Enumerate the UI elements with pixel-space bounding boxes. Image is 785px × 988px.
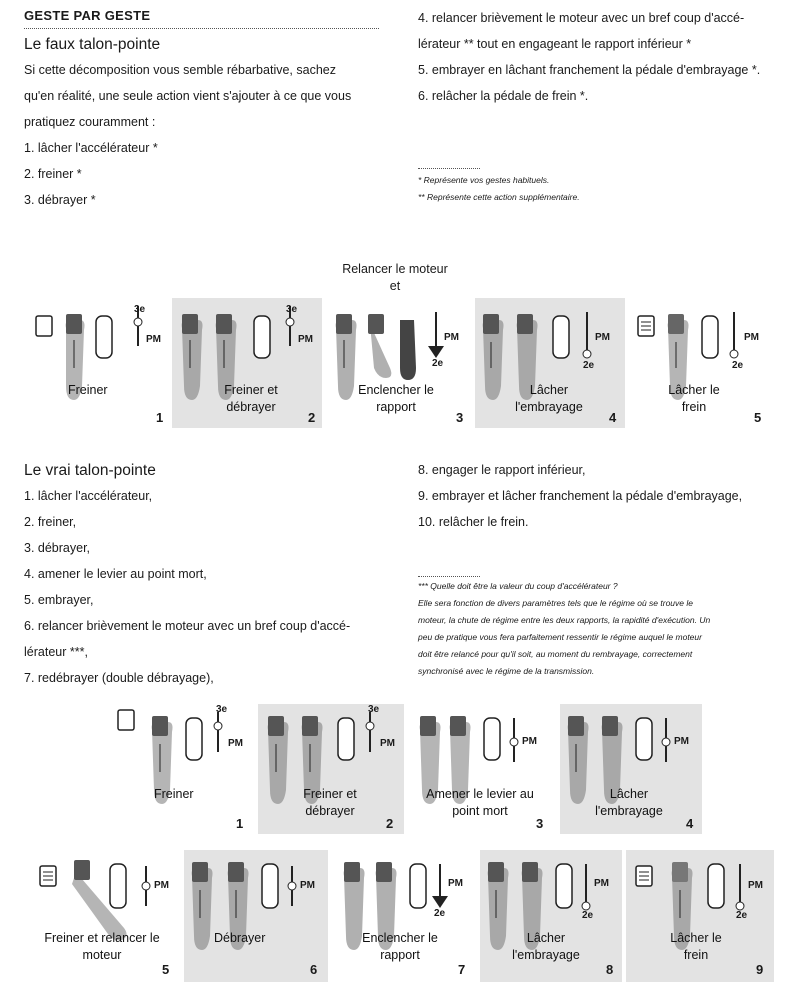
footnote: Elle sera fonction de divers paramètres tels que le régime où se trouve le	[418, 598, 693, 608]
panel-number: 1	[236, 816, 244, 831]
pm-label: PM	[146, 334, 161, 345]
pm-label: PM	[744, 332, 759, 343]
gear-label: 3e	[286, 304, 298, 315]
panel-number: 7	[458, 962, 466, 977]
step-line: 9. embrayer et lâcher franchement la pédale d'embrayage,	[418, 489, 743, 503]
panel-caption: Freiner	[154, 787, 194, 801]
gear-label: 3e	[368, 704, 380, 715]
section1-left-text	[24, 57, 389, 213]
figure1-panel-3	[324, 298, 472, 428]
pedal-diagram-icon	[184, 850, 328, 982]
section1-footnotes	[418, 172, 778, 206]
figure1-top-caption: Relancer le moteur et	[342, 262, 448, 293]
gear-label: 2e	[736, 910, 748, 921]
pm-label: PM	[674, 736, 689, 747]
pm-label: PM	[522, 736, 537, 747]
figure1-panel-2	[172, 298, 322, 428]
section2-right-text	[418, 457, 778, 535]
footnote: doit être relancé pour qu'il soit, au moment du rembrayage, correctement	[418, 649, 693, 659]
figure2-panel-8	[480, 850, 622, 982]
section2-title: Le vrai talon-pointe	[24, 462, 156, 479]
pm-label: PM	[228, 738, 243, 749]
panel-number: 2	[386, 816, 394, 831]
step-line: 4. amener le levier au point mort,	[24, 567, 207, 581]
pm-label: PM	[380, 738, 395, 749]
footnote: ** Représente cette action supplémentaire.	[418, 192, 580, 202]
intro-line: Si cette décomposition vous semble rébarbative, sachez	[24, 63, 336, 77]
gear-label: 2e	[434, 908, 446, 919]
gear-label: 3e	[134, 304, 146, 315]
section1-right-text	[418, 5, 778, 109]
figure2-panel-6	[184, 850, 328, 982]
pm-label: PM	[154, 880, 169, 891]
footnote-divider	[418, 576, 480, 577]
step-line: 5. embrayer,	[24, 593, 94, 607]
figure1-panel-1	[28, 298, 170, 428]
step-line: 5. embrayer en lâchant franchement la pédale d'embrayage *.	[418, 63, 761, 77]
panel-number: 1	[156, 410, 164, 425]
panel-caption: Lâcher l'embrayage	[515, 383, 583, 414]
panel-caption: Freiner et relancer le moteur	[44, 931, 160, 962]
panel-number: 8	[606, 962, 614, 977]
panel-number: 5	[162, 962, 170, 977]
panel-number: 9	[756, 962, 764, 977]
pm-label: PM	[748, 880, 763, 891]
step-line: 7. redébrayer (double débrayage),	[24, 671, 214, 685]
step-line: 6. relâcher la pédale de frein *.	[418, 89, 589, 103]
figure1-panel-4	[475, 298, 625, 428]
panel-caption: Lâcher le frein	[670, 931, 722, 962]
figure1-panel-5	[630, 298, 772, 428]
gear-label: 3e	[216, 704, 228, 715]
footnote: *** Quelle doit être la valeur du coup d'accélérateur ?	[418, 581, 618, 591]
pm-label: PM	[448, 878, 463, 889]
footnote: * Représente vos gestes habituels.	[418, 175, 550, 185]
step-line: 8. engager le rapport inférieur,	[418, 463, 586, 477]
panel-number: 3	[536, 816, 544, 831]
figure2-panel-1	[112, 704, 254, 834]
figure2-panel-4	[560, 704, 702, 834]
panel-caption: Freiner et débrayer	[303, 787, 357, 818]
section2-footnote	[418, 578, 778, 680]
section-kicker: GESTE PAR GESTE	[24, 8, 151, 23]
step-line: 6. relancer brièvement le moteur avec un bref coup d'accé-	[24, 619, 351, 633]
step-line: 10. relâcher le frein.	[418, 515, 529, 529]
panel-number: 2	[308, 410, 316, 425]
pm-label: PM	[594, 878, 609, 889]
footnote: synchronisé avec le régime de la transmission.	[418, 666, 595, 676]
gear-label: 2e	[732, 360, 744, 371]
figure2-panel-9	[626, 850, 774, 982]
pm-label: PM	[444, 332, 459, 343]
panel-caption: Freiner et débrayer	[224, 383, 278, 414]
figure2-panel-3	[410, 704, 552, 834]
figure2-panel-7	[334, 850, 476, 982]
step-line: 3. débrayer *	[24, 193, 96, 207]
gear-label: 2e	[432, 358, 444, 369]
step-line: 1. lâcher l'accélérateur *	[24, 141, 158, 155]
panel-number: 4	[609, 410, 617, 425]
intro-line: qu'en réalité, une seule action vient s'ajouter à ce que vous	[24, 89, 352, 103]
step-line: 2. freiner,	[24, 515, 77, 529]
section2-left-text	[24, 483, 394, 691]
panel-number: 6	[310, 962, 318, 977]
panel-caption: Enclencher le rapport	[358, 383, 434, 414]
panel-caption: Enclencher le rapport	[362, 931, 438, 962]
step-line: 1. lâcher l'accélérateur,	[24, 489, 153, 503]
panel-caption: Lâcher l'embrayage	[512, 931, 580, 962]
pedal-diagram-icon	[112, 704, 254, 834]
panel-caption: Lâcher le frein	[668, 383, 720, 414]
figure2-panel-5	[34, 850, 178, 982]
panel-caption: Lâcher l'embrayage	[595, 787, 663, 818]
gear-label: 2e	[583, 360, 595, 371]
footnote: peu de pratique vous fera parfaitement ressentir le régime auquel le moteur	[418, 632, 702, 642]
footnote: moteur, la chute de régime entre les deux rapports, la rapidité d'exécution. Un	[418, 615, 711, 625]
panel-caption: Débrayer	[214, 931, 266, 945]
panel-caption: Amener le levier au point mort	[426, 787, 534, 818]
panel-number: 3	[456, 410, 464, 425]
pm-label: PM	[595, 332, 610, 343]
panel-number: 5	[754, 410, 762, 425]
pm-label: PM	[298, 334, 313, 345]
footnote-divider	[418, 168, 480, 169]
step-line: 2. freiner *	[24, 167, 82, 181]
kicker-divider	[24, 28, 379, 29]
step-line: 3. débrayer,	[24, 541, 91, 555]
gear-label: 2e	[582, 910, 594, 921]
step-line: 4. relancer brièvement le moteur avec un bref coup d'accé-	[418, 11, 745, 25]
step-line: lérateur ** tout en engageant le rapport inférieur *	[418, 37, 692, 51]
panel-number: 4	[686, 816, 694, 831]
pm-label: PM	[300, 880, 315, 891]
step-line: lérateur ***,	[24, 645, 88, 659]
pedal-diagram-icon	[28, 298, 170, 428]
figure2-panel-2	[258, 704, 404, 834]
intro-line: pratiquez couramment :	[24, 115, 156, 129]
section1-title: Le faux talon-pointe	[24, 36, 161, 53]
panel-caption: Freiner	[68, 383, 108, 397]
